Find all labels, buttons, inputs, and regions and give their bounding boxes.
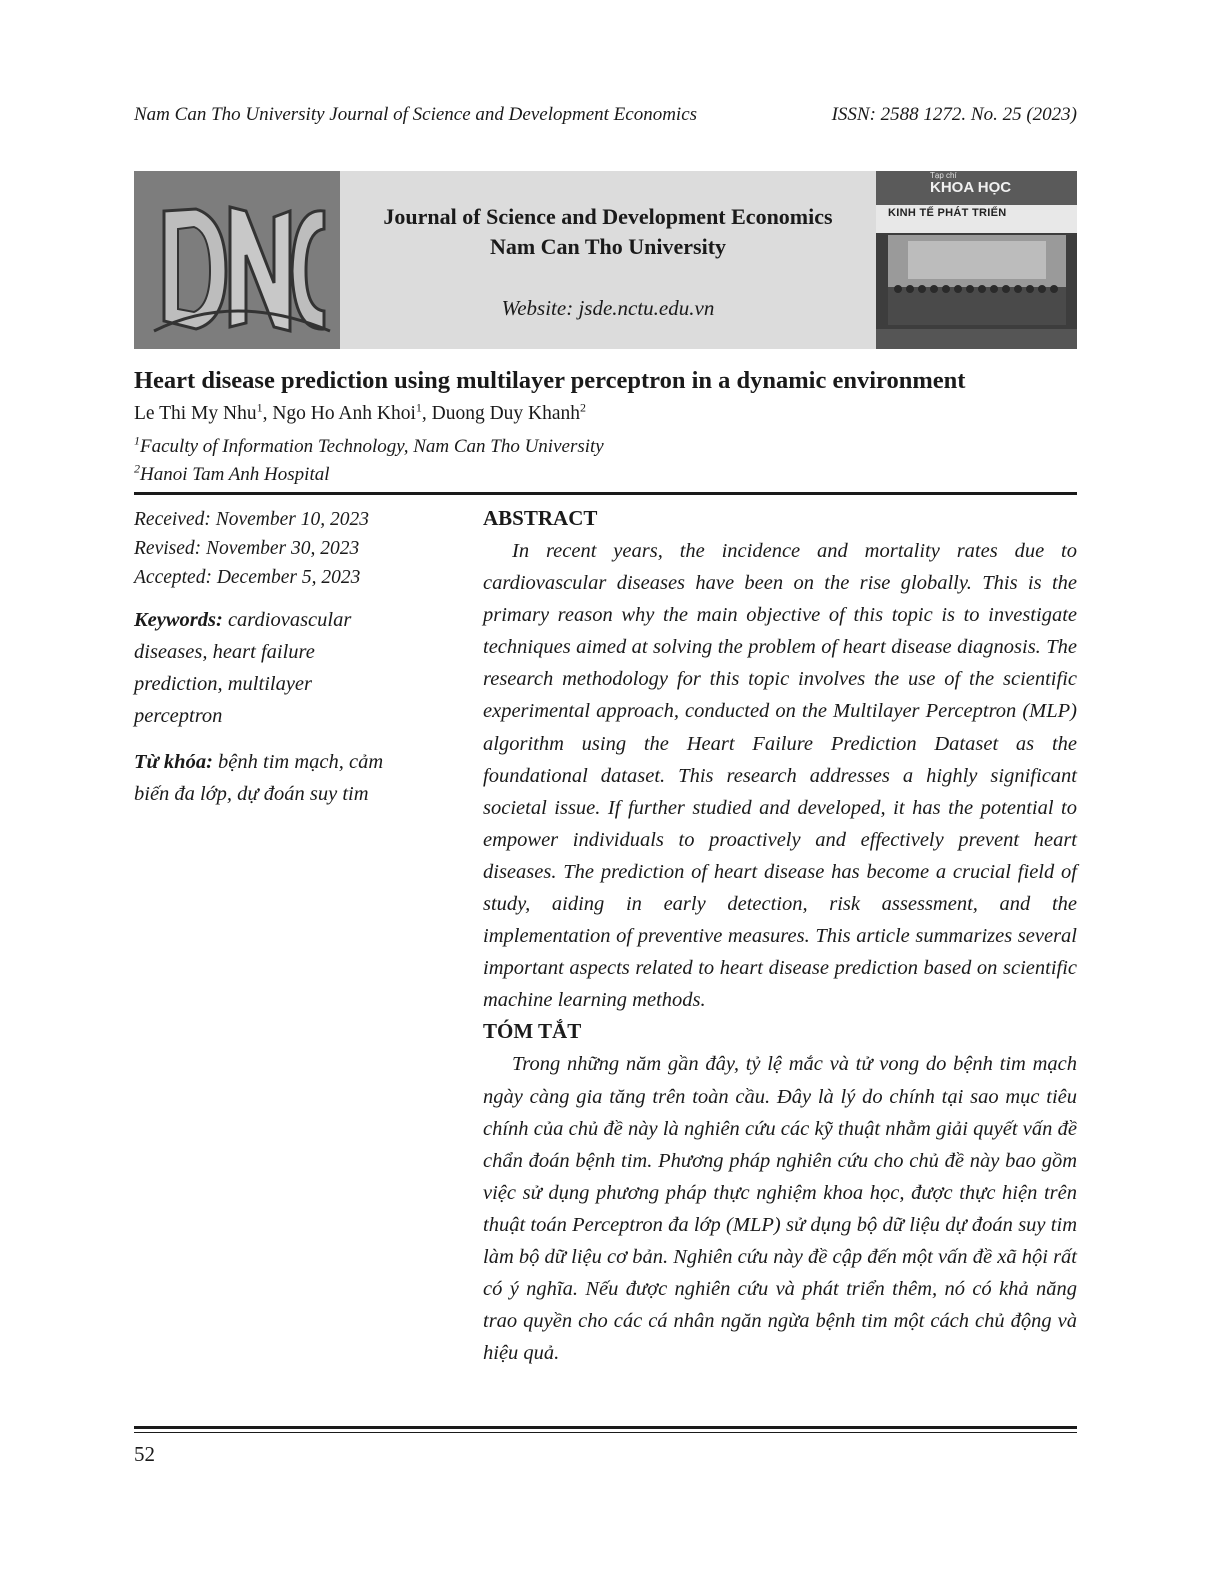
group-photo-icon	[888, 235, 1066, 325]
banner-journal-name: Journal of Science and Development Economics	[383, 204, 833, 229]
author-affiliation-mark: 2	[580, 400, 587, 415]
journal-banner	[134, 171, 1077, 349]
cover-subtitle: KINH TẾ PHÁT TRIỂN	[888, 207, 1007, 219]
author-affiliation-mark: 1	[415, 400, 422, 415]
footer-divider	[134, 1426, 1077, 1429]
running-header-journal: Nam Can Tho University Journal of Science and Development Economics	[134, 104, 698, 125]
author-name: Le Thi My Nhu	[134, 403, 257, 424]
cover-title: KHOA HỌC	[930, 179, 1012, 196]
banner-title-area	[340, 171, 876, 349]
affiliation: $^2$Hanoi Tam Anh Hospital	[134, 461, 330, 485]
abstract-heading: ABSTRACT	[483, 506, 598, 530]
keywords-label: Keywords:	[134, 609, 223, 631]
journal-logo	[134, 171, 340, 349]
banner-university: Nam Can Tho University	[489, 234, 727, 259]
abstract-section	[483, 505, 1077, 1369]
running-header-issn: ISSN: 2588 1272. No. 25 (2023)	[831, 104, 1077, 125]
page-number: 52	[134, 1442, 155, 1466]
author-name: Ngo Ho Anh Khoi	[272, 403, 416, 424]
keywords	[134, 604, 404, 732]
cover-small-text: Tạp chí	[930, 171, 957, 180]
keywords-vietnamese	[134, 746, 404, 810]
article-title: Heart disease prediction using multilayer perceptron in a dynamic environment	[134, 367, 966, 394]
tu-khoa-label: Từ khóa:	[134, 751, 213, 773]
dnc-logo-icon	[134, 171, 340, 349]
accepted-date: Accepted: December 5, 2023	[134, 567, 361, 588]
footer-divider-thin	[134, 1432, 1077, 1433]
journal-cover-image	[876, 171, 1077, 349]
received-date: Received: November 10, 2023	[134, 509, 369, 530]
tom-tat-heading: TÓM TẮT	[483, 1019, 582, 1044]
abstract-text: In recent years, the incidence and mortality rates due to cardiovascular diseases have been on the rise globally. This is the primary reason why the main objective of this topic is to investigate techniques aimed at solving the problem of heart disease diagnosis. The research methodology for this topic involves the use of the scientific experimental approach, conducted on the Multilayer Perceptron (MLP) algorithm using the Heart Failure Prediction Dataset as the foundational dataset. This research addresses a highly significant societal issue. If further studied and developed, it has the potential to empower individuals to proactively and effectively prevent heart diseases. The prediction of heart disease has become a crucial field of study, aiding in early detection, risk assessment, and the implementation of preventive measures. This article summarizes several important aspects related to heart disease prediction based on scientific machine learning methods.	[483, 540, 1077, 1012]
cover-photo	[888, 235, 1066, 325]
author-list: Le Thi My Nhu$^1$, Ngo Ho Anh Khoi$^1$, Duong Duy Khanh$^2$	[134, 400, 587, 424]
article-metadata	[134, 505, 404, 810]
tom-tat-text: Trong những năm gần đây, tỷ lệ mắc và tử vong do bệnh tim mạch ngày càng gia tăng trên toàn cầu. Đây là lý do chính tại sao mục tiêu chính của chủ đề này là nghiên cứu các kỹ thuật nhằm giải quyết vấn đề chẩn đoán bệnh tim. Phương pháp nghiên cứu cho chủ đề này bao gồm việc sử dụng phương pháp thực nghiệm khoa học, được thực hiện trên thuật toán Perceptron đa lớp (MLP) sử dụng bộ dữ liệu dự đoán suy tim làm bộ dữ liệu cơ bản. Nghiên cứu này đề cập đến một vấn đề xã hội rất có ý nghĩa. Nếu được nghiên cứu và phát triển thêm, nó có khả năng trao quyền cho các cá nhân ngăn ngừa bệnh tim một cách chủ động và hiệu quả.	[483, 1053, 1077, 1365]
keywords-text: cardiovascular diseases, heart failure prediction, multilayer perceptron	[134, 609, 352, 727]
author-name: Duong Duy Khanh	[431, 403, 581, 424]
divider	[134, 492, 1077, 495]
tu-khoa-text: bệnh tim mạch, cảm biến đa lớp, dự đoán suy tim	[134, 751, 384, 805]
banner-website: Website: jsde.nctu.edu.vn	[501, 296, 715, 320]
affiliation: $^1$Faculty of Information Technology, Nam Can Tho University	[134, 433, 604, 457]
author-affiliation-mark: 1	[256, 400, 263, 415]
revised-date: Revised: November 30, 2023	[134, 538, 360, 559]
